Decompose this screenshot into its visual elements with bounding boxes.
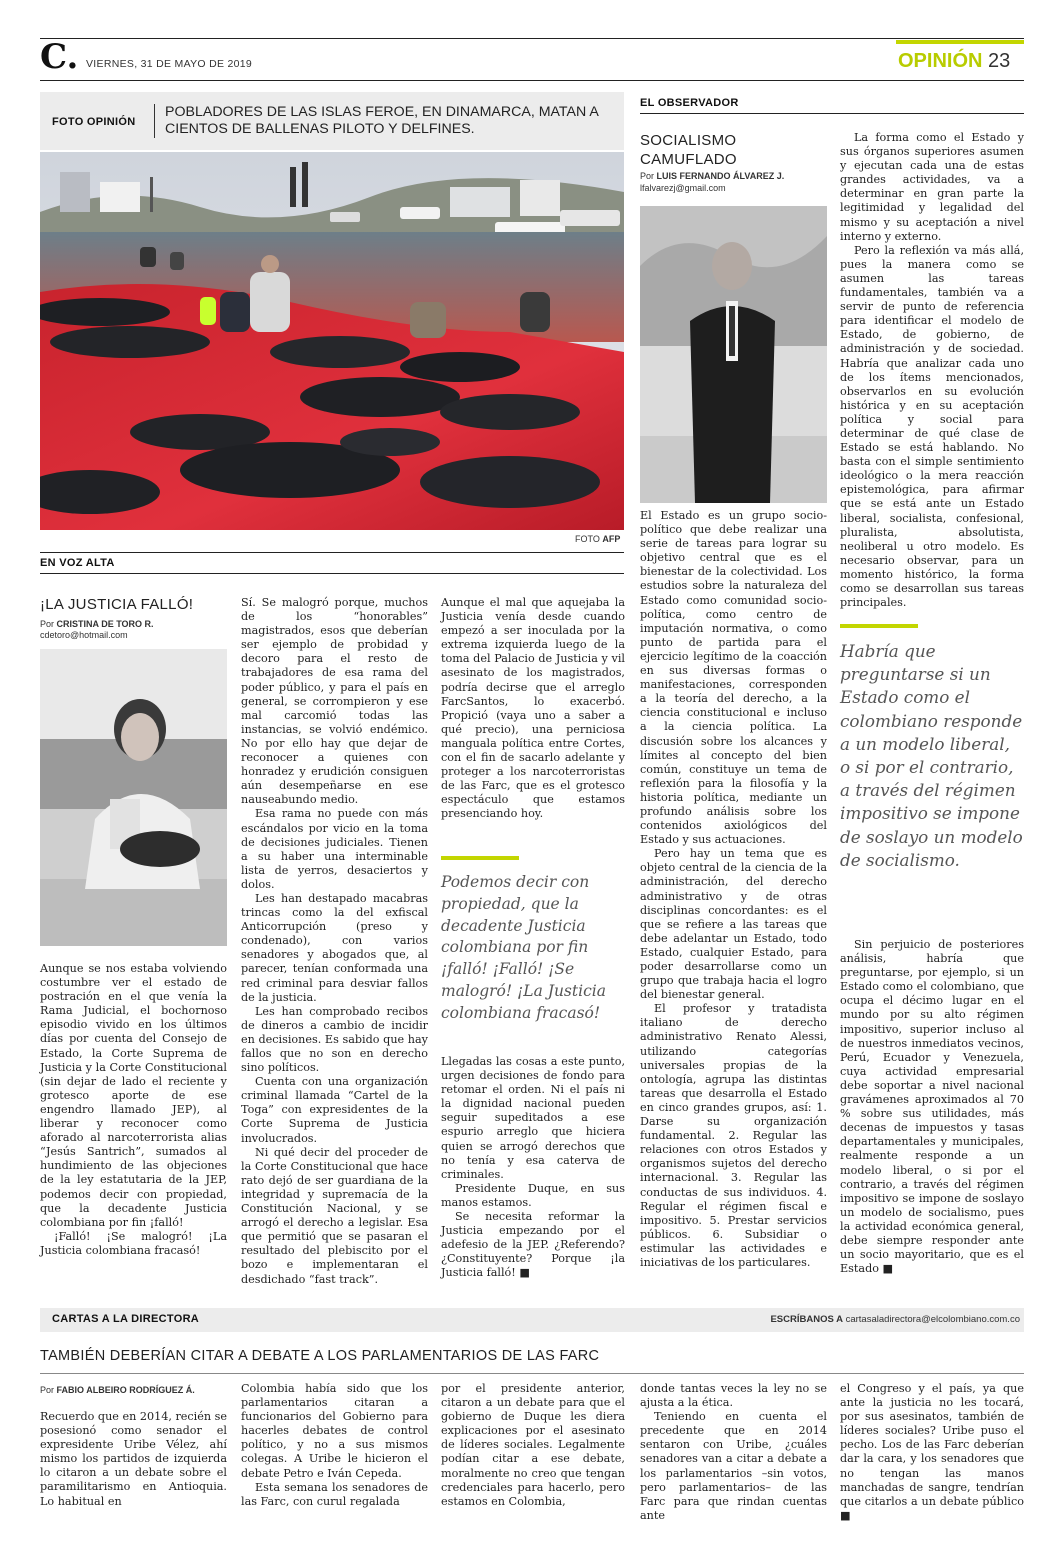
cartas-byline: Por FABIO ALBEIRO RODRÍGUEZ Á. <box>40 1385 195 1395</box>
cartas-section-label: CARTAS A LA DIRECTORA <box>52 1313 200 1325</box>
cartas-email-link[interactable]: cartasaladirectora@elcolombiano.com.co <box>845 1314 1020 1325</box>
cartas-column-2: Colombia había sido que los parlamentarios citaran a funcionarios del Gobierno para hacerles debates de control político, y no a sus mismos colegas. A Uribe le hicieron el debate Petro e Iván Cepeda. Esta semana los senadores de las Farc, con curul regalada <box>241 1382 428 1508</box>
columnist-photo-cristina <box>40 649 227 946</box>
observador-section-label: EL OBSERVADOR <box>640 97 739 109</box>
voz-section-label: EN VOZ ALTA <box>40 557 115 569</box>
section-title: OPINIÓN 23 <box>898 50 1011 72</box>
observador-pull-quote: Habría que preguntarse si un Estado como el colombiano responde a un modelo liberal, o si por el contrario, a través del régimen impositivo se impone de soslayo un modelo de socialismo. <box>840 641 1023 870</box>
observador-column-1: El Estado es un grupo socio-político que debe realizar una serie de tareas para lograr su objetivo central que es el bienestar de la colectividad. Los estudios sobre la naturaleza del Estado como comunidad socio-política, como centro de imputación normativa, o como punto de partida para el ejercicio legítimo de la coacción en sus diversas formas o manifestaciones, corresponden a la teoría del derecho, a la ciencia constitucional e incluso a la ciencia política. La discusión sobre los alcances y límites al concepto del bien común, constituye un tema de reflexión para la filosofía y la historia política, mediante un profundo análisis sobre los contenidos axiológicos del Estado y sus actuaciones. Pero hay un tema que es objeto central de la ciencia de la administración, del derecho administrativo y de otras disciplinas concordantes: es el que se refiere a las tareas que debe adelantar un Estado, todo Estado, cualquier Estado, para poder desarrollarse como un grupo que trabaja hacia el logro del bienestar general. El profesor y tratadista italiano de derecho administrativo Renato Alessi, utilizando categorías universales propias de la ontología, agrupa las distintas tareas que desarrolla el Estado en cinco grandes grupos, así: 1. Darse su organización fundamental. 2. Regular las relaciones con otros Estados y organismos sujetos del derecho internacional. 3. Regular las conductas de sus individuos. 4. Regular el régimen fiscal e impositivo. 5. Prestar servicios públicos. 6. Subsidiar o estimular las actividades e iniciativas de los particulares. <box>640 509 827 1269</box>
voz-column-2: Sí. Se malogró porque, muchos de los “honorables” magistrados, esos que deberían ser ejemplo de probidad y decoro para el resto de trabajadores de esa rama del poder público, y para el país en general, se corrompieron y ese mal carcomió todas las instancias, se volvió endémico. No por ello hay que dejar de reconocer a quienes con honradez y erudición consiguen aún desempeñarse en ese nauseabundo medio. Esa rama no puede con más escándalos por vicio en la toma de decisiones judiciales. Tienen a su haber una interminable lista de yerros, desaciertos y dolos. Les han destapado macabras trincas como la del exfiscal Anticorrupción (preso y condenado), con varios senadores y abogados que, al parecer, tenían conformada una red criminal para desviar fallos de la justicia. Les han comprobado recibos de dineros a cambio de incidir en decisiones. Es sabido que hay fallos que no son en derecho sino políticos. Cuenta con una organización criminal llamada “Cartel de la Toga” con expresidentes de la Corte Suprema de Justicia involucrados. Ni qué decir del proceder de la Corte Constitucional que hace rato dejó de ser guardiana de la integridad y supremacía de la Constitución Nacional, y se arrogó el derecho a legislar. Esa que permitió que se pasaran el resultado del plebiscito por el bozo e implementaran el desdichado “fast track”. <box>241 596 428 1286</box>
photo-credit: FOTO AFP <box>575 534 621 544</box>
observador-quote-bar <box>840 624 918 628</box>
cartas-column-4: donde tantas veces la ley no se ajusta a la ética. Teniendo en cuenta el precedente que en 2014 sentaron con Uribe, ¿cuáles senadores van a citar a debate a los parlamentarios –sin votos, pero parlamentarios– de las Farc para que rindan cuentas ante <box>640 1382 827 1522</box>
cartas-column-3: por el presidente anterior, citaron a un debate para que el gobierno de Duque les diera explicaciones por el asesinato de líderes sociales. Legalmente podían citar a ese debate, moralmente no creo que tengan credenciales para hacerlo, pero estamos en Colombia, <box>441 1382 625 1508</box>
voz-column-3a: Aunque el mal que aquejaba la Justicia venía desde cuando empezó a ser inoculada por la extrema izquierda luego de la toma del Palacio de Justicia y vil asesinato de los magistrados, podría decirse que el arreglo FarcSantos, lo exacerbó. Propició (vaya uno a saber a qué precio), una perniciosa manguala política entre Cortes, con el fin de sacarlo adelante y proteger a los narcoterroristas de las Farc, que es el grotesco espectáculo que estamos presenciando hoy. <box>441 596 625 821</box>
issue-date: VIERNES, 31 DE MAYO DE 2019 <box>86 58 253 70</box>
cartas-column-5: el Congreso y el país, ya que ante la justicia no les tocará, por sus asesinatos, también de líderes sociales? Uribe puso el pecho. Los de las Farc deberían dar la cara, y los senadores que no tengan las manos manchadas de sangre, tendrían que citarlos a un debate público ■ <box>840 1382 1024 1522</box>
voz-byline: Por CRISTINA DE TORO R. <box>40 619 154 629</box>
logo: C. <box>40 37 79 77</box>
page-number: 23 <box>988 50 1011 72</box>
voz-pull-quote: Podemos decir con propiedad, que la decadente Justicia colombiana por fin ¡falló! ¡Falló! ¡Se malogró! ¡La Justicia colombiana fracasó! <box>441 873 606 1022</box>
foto-divider <box>154 104 155 138</box>
columnist-photo-luis <box>640 206 827 503</box>
whale-photo <box>40 152 624 530</box>
observador-column-2a: La forma como el Estado y sus órganos superiores asumen y ejecutan cada una de estas grandes actividades, va a determinar en gran parte la legitimidad y legalidad del mismo y su aceptación a nivel interno y externo. Pero la reflexión va más allá, pues la manera como se asumen las tareas fundamentales, también va a servir de punto de referencia para identificar el modelo de Estado, de gobierno, de administración y de sociedad. Habría que analizar cada uno de los ítems mencionados, observarlos en su evolución histórica y en su aceptación política y social para determinar de qué clase de Estado se está hablando. No basta con el simple sentimiento ideológico o la mera reacción epistemológica, para afirmar que se está ante un Estado liberal, socialista, confesional, pluralista, absolutista, neoliberal u otro modelo. Es necesario observar, para un momento histórico, la forma como se desarrollan sus tareas principales. <box>840 131 1024 610</box>
observador-byline: Por LUIS FERNANDO ÁLVAREZ J. <box>640 171 785 181</box>
observador-column-2b: Sin perjuicio de posteriores análisis, habría que preguntarse, por ejemplo, si un Estado como el colombiano, que ocupa el décimo lugar en el mundo por su alto régimen impositivo, superior incluso al de nuestros inmediatos vecinos, Perú, Ecuador y Venezuela, cuya actividad empresarial debe soportar a nivel nacional gravámenes aproximados al 70 % sobre sus utilidades, más decenas de impuestos y tasas departamentales y municipales, realmente responde a un modelo liberal, o si por el contrario, a través del régimen impositivo se impone de soslayo un modelo de socialismo, pues la actividad económica general, debe siempre responder ante un socio mayoritario, que es el Estado ■ <box>840 938 1024 1276</box>
foto-caption: POBLADORES DE LAS ISLAS FEROE, EN DINAMARCA, MATAN A CIENTOS DE BALLENAS PILOTO Y DELFINES. <box>165 104 599 137</box>
voz-column-3b: Llegadas las cosas a este punto, urgen decisiones de fondo para retomar el orden. Ni el país ni la dignidad nacional pueden seguir supeditados a ese espurio arreglo que hiciera quien se arrogó derechos que no tenía y esa caterva de criminales. Presidente Duque, en sus manos estamos. Se necesita reformar la Justicia empezando por el adefesio de la JEP. ¿Referendo? ¿Constituyente? Porque ¡la Justicia falló! ■ <box>441 1055 625 1280</box>
observador-title: SOCIALISMO CAMUFLADO <box>640 132 737 168</box>
cartas-title: TAMBIÉN DEBERÍAN CITAR A DEBATE A LOS PARLAMENTARIOS DE LAS FARC <box>40 1348 600 1364</box>
observador-email: lfalvarezj@gmail.com <box>640 183 726 193</box>
foto-opinion-label: FOTO OPINIÓN <box>52 116 136 128</box>
voz-email: cdetoro@hotmail.com <box>40 630 128 640</box>
voz-column-1: Aunque se nos estaba volviendo costumbre ver el estado de postración en el que venía la Rama Judicial, el bochornoso episodio vivido en los últimos días por cuenta del Consejo de Estado, la Corte Suprema de Justicia y la Corte Constitucional (sin dejar de lado el reciente y grotesco aporte de ese engendro llamado JEP), al liberar y reconocer como aforado al narcoterrorista alias “Jesús Santrich”, sumados al hundimiento de las objeciones de la ley estatutaria de la JEP, podemos decir con propiedad, que la decadente Justicia colombiana por fin ¡falló! ¡Falló! ¡Se malogró! ¡La Justicia colombiana fracasó! <box>40 962 227 1257</box>
section-accent-bar <box>896 40 1024 44</box>
voz-quote-bar <box>441 856 519 860</box>
voz-title: ¡LA JUSTICIA FALLÓ! <box>40 596 194 613</box>
cartas-contact: ESCRÍBANOS A cartasaladirectora@elcolombiano.com.co <box>770 1314 1020 1325</box>
cartas-column-1: Recuerdo que en 2014, recién se posesionó como senador el expresidente Uribe Vélez, ahí mismo los partidos de izquierda lo citaron a un debate sobre el paramilitarismo en Antioquia. Lo habitual en <box>40 1410 228 1508</box>
